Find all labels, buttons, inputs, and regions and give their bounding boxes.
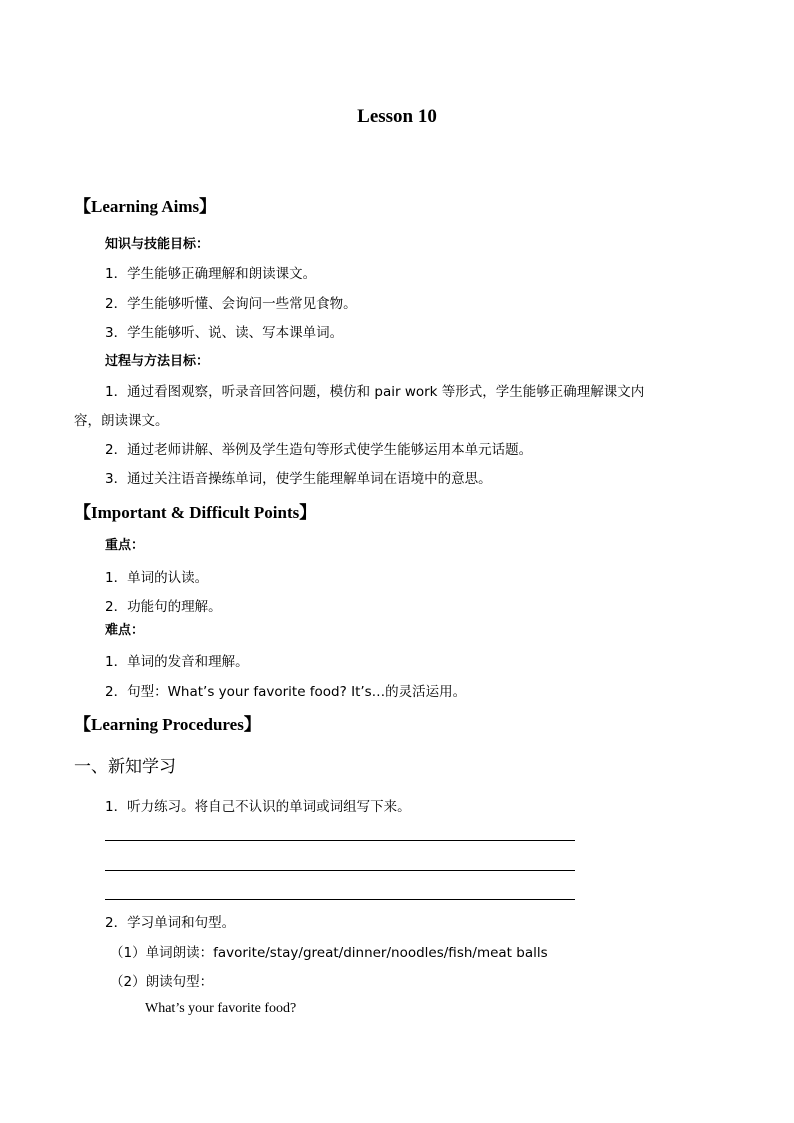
answer-line[interactable] bbox=[105, 840, 575, 841]
sentence-pattern: What’s your favorite food? bbox=[145, 1001, 297, 1016]
vocabulary-step: 2．学习单词和句型。 bbox=[105, 915, 236, 931]
process-item: 2．通过老师讲解、举例及学生造句等形式使学生能够运用本单元话题。 bbox=[105, 442, 533, 458]
important-item: 1．单词的认读。 bbox=[105, 570, 209, 586]
word-reading-line: （1）单词朗读：favorite/stay/great/dinner/noodles/fish/meat balls bbox=[110, 945, 548, 961]
knowledge-item: 1．学生能够正确理解和朗读课文。 bbox=[105, 266, 317, 282]
knowledge-skills-title: 知识与技能目标： bbox=[105, 237, 210, 252]
process-item-continued: 容，朗读课文。 bbox=[74, 413, 169, 429]
answer-line[interactable] bbox=[105, 870, 575, 871]
difficult-points-title: 难点： bbox=[105, 623, 145, 638]
difficult-item: 2．句型：What’s your favorite food? It’s…的灵活运用。 bbox=[105, 684, 467, 700]
new-knowledge-heading: 一、新知学习 bbox=[74, 757, 176, 777]
page-title: Lesson 10 bbox=[357, 106, 437, 127]
answer-line[interactable] bbox=[105, 899, 575, 900]
learning-aims-header: 【Learning Aims】 bbox=[74, 197, 217, 216]
sentence-reading-label: （2）朗读句型： bbox=[110, 974, 214, 990]
important-item: 2．功能句的理解。 bbox=[105, 599, 222, 615]
process-item: 1．通过看图观察，听录音回答问题，模仿和 pair work 等形式，学生能够正确理解课文内 bbox=[105, 384, 645, 400]
listening-step: 1．听力练习。将自己不认识的单词或词组写下来。 bbox=[105, 799, 411, 815]
important-points-title: 重点： bbox=[105, 538, 145, 553]
difficult-item: 1．单词的发音和理解。 bbox=[105, 654, 249, 670]
process-item: 3．通过关注语音操练单词，使学生能理解单词在语境中的意思。 bbox=[105, 471, 492, 487]
learning-procedures-header: 【Learning Procedures】 bbox=[74, 715, 261, 734]
knowledge-item: 3．学生能够听、说、读、写本课单词。 bbox=[105, 325, 344, 341]
important-difficult-header: 【Important & Difficult Points】 bbox=[74, 503, 317, 522]
knowledge-item: 2．学生能够听懂、会询问一些常见食物。 bbox=[105, 296, 357, 312]
process-methods-title: 过程与方法目标： bbox=[105, 354, 210, 369]
